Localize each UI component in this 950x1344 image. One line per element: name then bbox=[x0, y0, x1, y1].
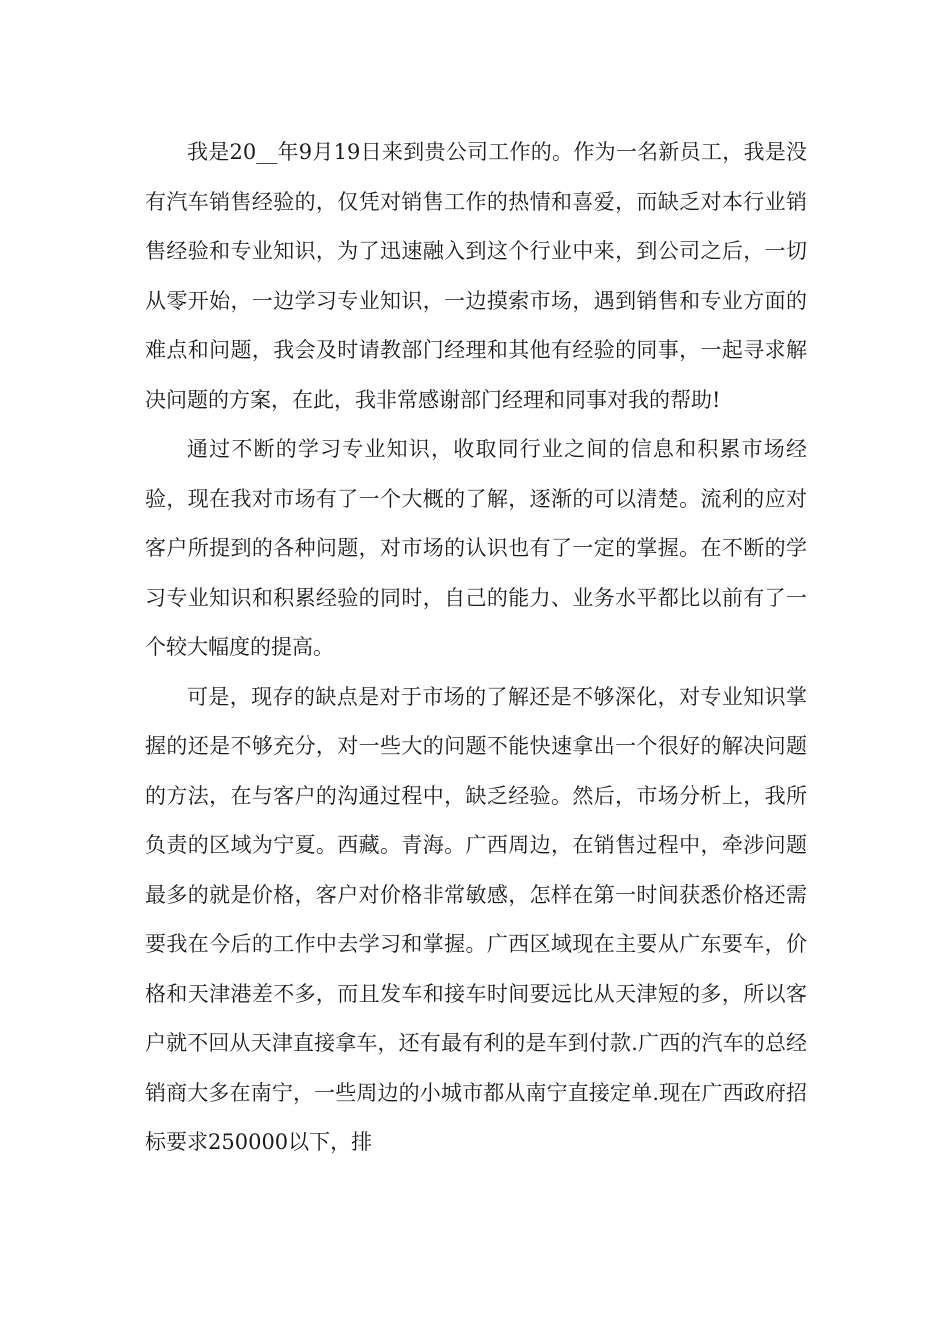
paragraph-1: 我是20__年9月19日来到贵公司工作的。作为一名新员工，我是没有汽车销售经验的，仅凭对销售工作的热情和喜爱，而缺乏对本行业销售经验和专业知识，为了迅速融入到这个行业中来，到公司之后，一切从零开始，一边学习专业知识，一边摸索市场，遇到销售和专业方面的难点和问题，我会及时请教部门经理和其他有经验的同事，一起寻求解决问题的方案，在此，我非常感谢部门经理和同事对我的帮助! bbox=[145, 140, 807, 412]
paragraph-3: 可是，现存的缺点是对于市场的了解还是不够深化，对专业知识掌握的还是不够充分，对一些大的问题不能快速拿出一个很好的解决问题的方法，在与客户的沟通过程中，缺乏经验。然后，市场分析上，我所负责的区域为宁夏。西藏。青海。广西周边，在销售过程中，牵涉问题最多的就是价格，客户对价格非常敏感，怎样在第一时间获悉价格还需要我在今后的工作中去学习和掌握。广西区域现在主要从广东要车，价格和天津港差不多，而且发车和接车时间要远比从天津短的多，所以客户就不回从天津直接拿车，还有最有利的是车到付款.广西的汽车的总经销商大多在南宁，一些周边的小城市都从南宁直接定单.现在广西政府招标要求250000以下，排 bbox=[145, 684, 807, 1154]
document-body bbox=[145, 128, 807, 1168]
paragraph-2: 通过不断的学习专业知识，收取同行业之间的信息和积累市场经验，现在我对市场有了一个大概的了解，逐渐的可以清楚。流利的应对客户所提到的各种问题，对市场的认识也有了一定的掌握。在不断的学习专业知识和积累经验的同时，自己的能力、业务水平都比以前有了一个较大幅度的提高。 bbox=[145, 437, 807, 659]
